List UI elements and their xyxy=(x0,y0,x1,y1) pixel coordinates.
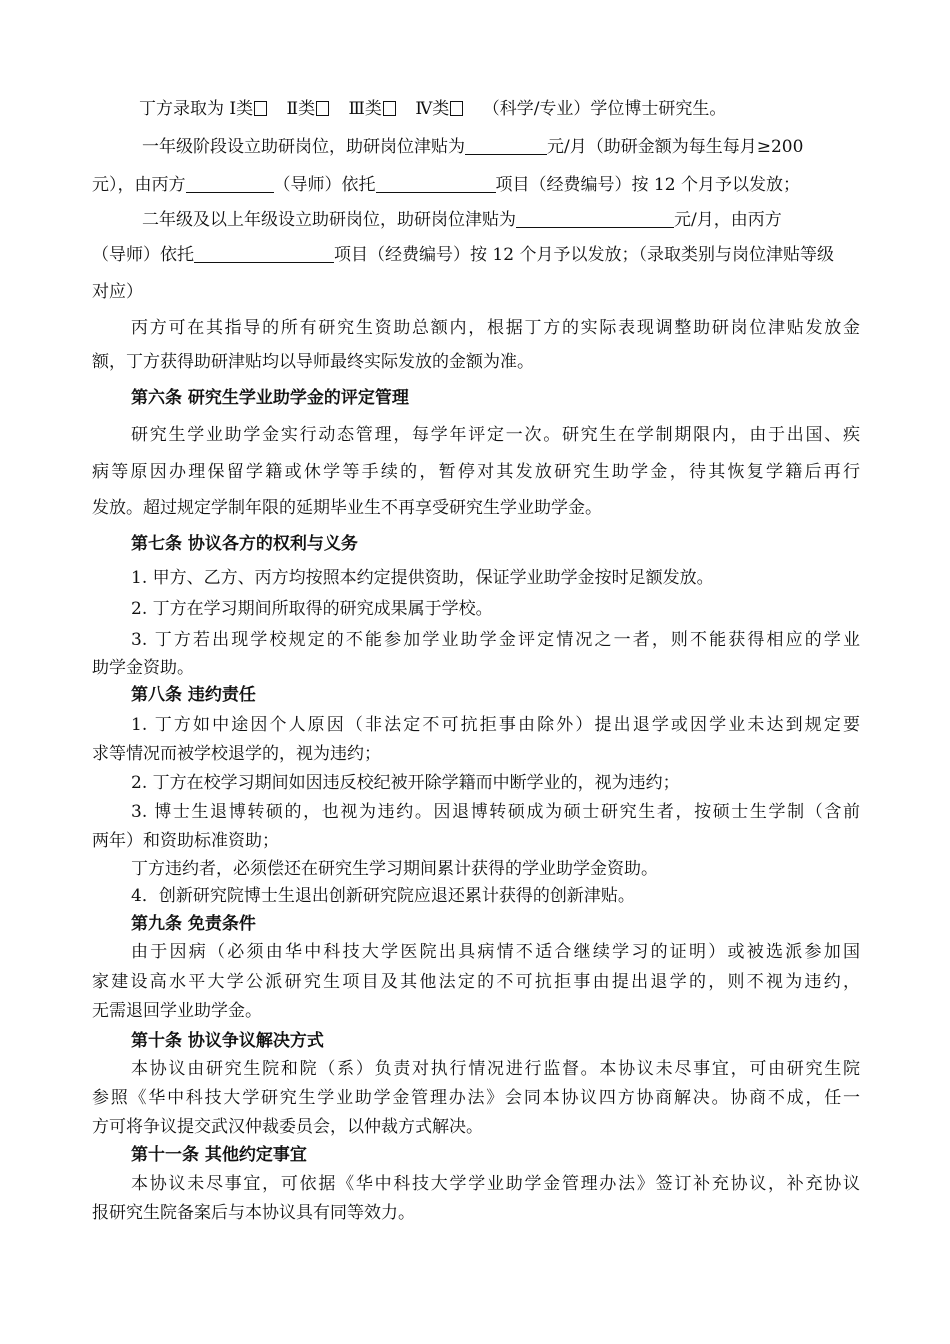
category-2-checkbox[interactable] xyxy=(316,101,329,116)
admission-category-line xyxy=(139,97,860,121)
category-4-checkbox[interactable] xyxy=(450,101,463,116)
category-1-checkbox[interactable] xyxy=(254,101,267,116)
article-11-line-2: 报研究生院备案后与本协议具有同等效力。 xyxy=(92,1203,415,1223)
article-8-item-1-line-1: 1. 丁方如中途因个人原因（非法定不可抗拒事由除外）提出退学或因学业未达到规定要 xyxy=(131,715,860,735)
second-year-line-3: 对应） xyxy=(92,282,143,302)
article-7-item-3-line-2: 助学金资助。 xyxy=(92,658,194,678)
first-year-advisor-text: （导师）依托 xyxy=(273,175,376,195)
category-4-label: Ⅳ类 xyxy=(415,99,450,119)
first-year-advisor-blank[interactable] xyxy=(186,174,274,193)
article-11-heading: 第十一条 其他约定事宜 xyxy=(131,1145,307,1165)
admission-prefix: 丁方录取为 xyxy=(139,99,224,119)
article-7-item-2: 2. 丁方在学习期间所取得的研究成果属于学校。 xyxy=(131,599,493,619)
article-8-item-3-line-1: 3. 博士生退博转硕的，也视为违约。因退博转硕成为硕士研究生者，按硕士生学制（含前 xyxy=(131,802,860,822)
article-8-item-3-line-2: 两年）和资助标准资助； xyxy=(92,831,279,851)
article-10-heading: 第十条 协议争议解决方式 xyxy=(131,1031,324,1051)
article-8-item-2: 2. 丁方在校学习期间如因违反校纪被开除学籍而中断学业的，视为违约； xyxy=(131,773,680,793)
first-year-unit-text: 元/月（助研金额为每生每月≥200 xyxy=(547,137,804,157)
article-9-line-3: 无需退回学业助学金。 xyxy=(92,1001,262,1021)
category-3-label: Ⅲ类 xyxy=(348,99,382,119)
article-11-line-1: 本协议未尽事宜，可依据《华中科技大学学业助学金管理办法》签订补充协议，补充协议 xyxy=(131,1174,860,1194)
first-year-provider-text: 元），由丙方 xyxy=(92,175,186,195)
article-6-line-3: 发放。超过规定学制年限的延期毕业生不再享受研究生学业助学金。 xyxy=(92,498,602,518)
category-2-label: Ⅱ类 xyxy=(286,99,316,119)
article-9-line-2: 家建设高水平大学公派研究生项目及其他法定的不可抗拒事由提出退学的，则不视为违约， xyxy=(92,972,860,992)
article-10-line-3: 方可将争议提交武汉仲裁委员会，以仲裁方式解决。 xyxy=(92,1117,483,1137)
category-3-checkbox[interactable] xyxy=(383,101,396,116)
second-year-allowance-blank[interactable] xyxy=(516,209,674,228)
adjust-paragraph-line-1: 丙方可在其指导的所有研究生资助总额内，根据丁方的实际表现调整助研岗位津贴发放金 xyxy=(131,318,860,338)
article-6-heading: 第六条 研究生学业助学金的评定管理 xyxy=(131,388,409,408)
second-year-text: 二年级及以上年级设立助研岗位，助研岗位津贴为 xyxy=(142,210,516,230)
article-8-item-1-line-2: 求等情况而被学校退学的，视为违约； xyxy=(92,744,381,764)
article-8-heading: 第八条 违约责任 xyxy=(131,685,256,705)
first-year-project-blank[interactable] xyxy=(376,174,496,193)
first-year-allowance-blank[interactable] xyxy=(465,136,547,155)
article-8-item-4: 4．创新研究院博士生退出创新研究院应退还累计获得的创新津贴。 xyxy=(131,886,635,906)
degree-type-suffix: （科学/专业）学位博士研究生。 xyxy=(482,99,727,119)
second-year-line-1 xyxy=(142,208,860,232)
article-8-item-3-line-3: 丁方违约者，必须偿还在研究生学习期间累计获得的学业助学金资助。 xyxy=(131,859,658,879)
article-9-heading: 第九条 免责条件 xyxy=(131,914,256,934)
second-year-project-blank[interactable] xyxy=(194,244,334,263)
second-year-line-2 xyxy=(92,243,860,267)
article-7-heading: 第七条 协议各方的权利与义务 xyxy=(131,534,358,554)
second-year-project-text: 项目（经费编号）按 12 个月予以发放；（录取类别与岗位津贴等级 xyxy=(334,245,834,265)
first-year-project-text: 项目（经费编号）按 12 个月予以发放； xyxy=(495,175,800,195)
category-1-label: Ⅰ类 xyxy=(229,99,254,119)
adjust-paragraph-line-2: 额，丁方获得助研津贴均以导师最终实际发放的金额为准。 xyxy=(92,352,534,372)
article-10-line-2: 参照《华中科技大学研究生学业助学金管理办法》会同本协议四方协商解决。协商不成，任一 xyxy=(92,1088,860,1108)
first-year-line-1 xyxy=(142,135,860,159)
article-10-line-1: 本协议由研究生院和院（系）负责对执行情况进行监督。本协议未尽事宜，可由研究生院 xyxy=(131,1059,860,1079)
first-year-text: 一年级阶段设立助研岗位，助研岗位津贴为 xyxy=(142,137,465,157)
article-7-item-1: 1. 甲方、乙方、丙方均按照本约定提供资助，保证学业助学金按时足额发放。 xyxy=(131,568,714,588)
first-year-line-2 xyxy=(92,173,860,197)
article-7-item-3-line-1: 3. 丁方若出现学校规定的不能参加学业助学金评定情况之一者，则不能获得相应的学业 xyxy=(131,630,860,650)
article-6-line-1: 研究生学业助学金实行动态管理，每学年评定一次。研究生在学制期限内，由于出国、疾 xyxy=(131,425,860,445)
article-6-line-2: 病等原因办理保留学籍或休学等手续的，暂停对其发放研究生助学金，待其恢复学籍后再行 xyxy=(92,462,860,482)
article-9-line-1: 由于因病（必须由华中科技大学医院出具病情不适合继续学习的证明）或被选派参加国 xyxy=(131,942,860,962)
second-year-advisor-text: （导师）依托 xyxy=(92,245,194,265)
second-year-unit-text: 元/月，由丙方 xyxy=(674,210,782,230)
